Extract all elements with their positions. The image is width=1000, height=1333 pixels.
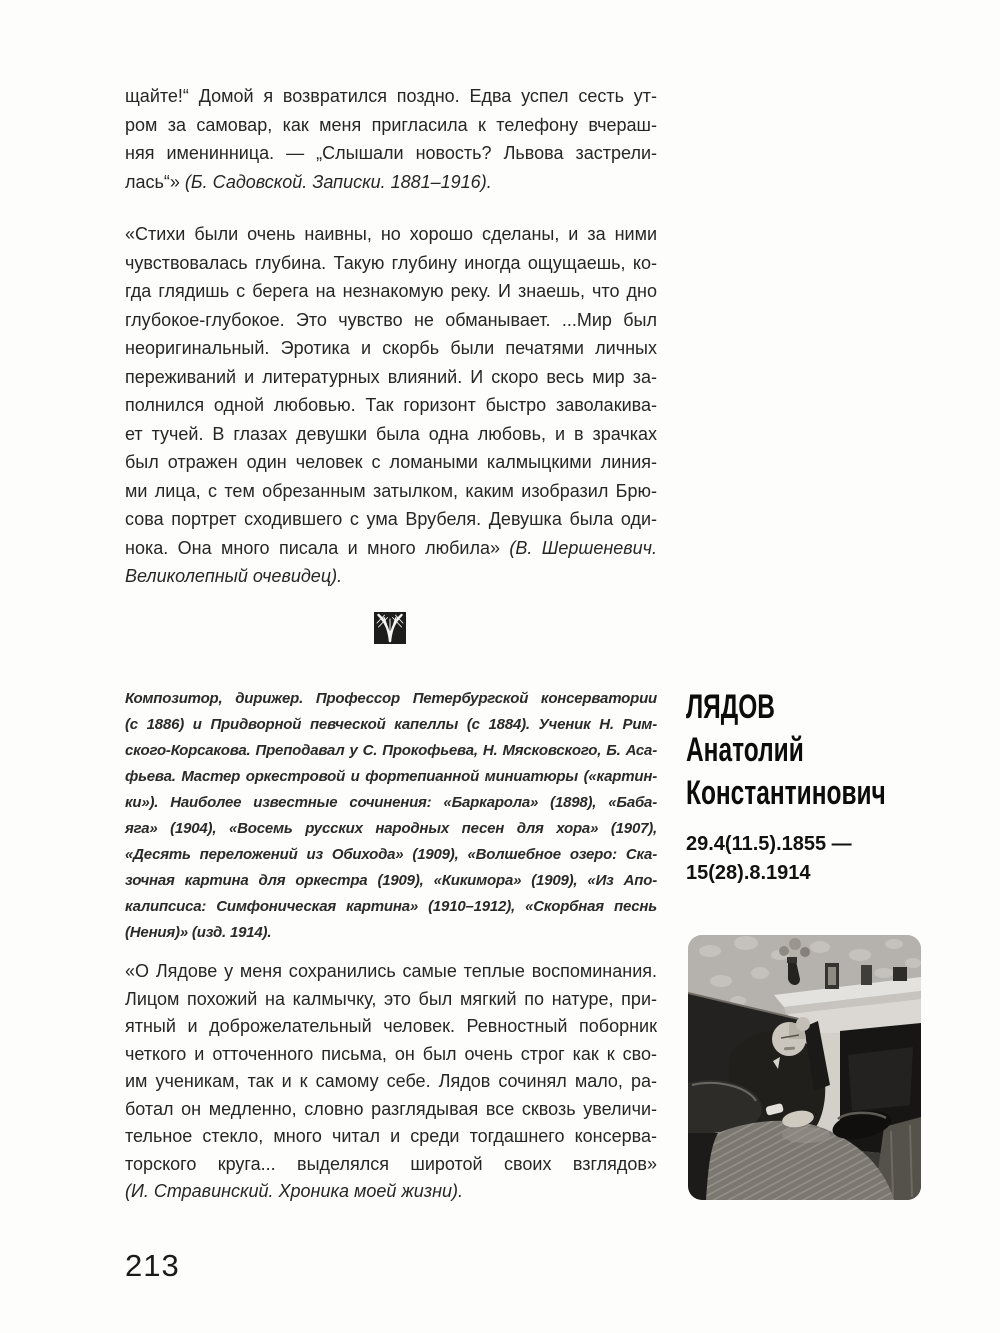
person-name-heading: ЛЯДОВ Анатолий Константинович: [686, 688, 886, 812]
quote-paragraph-shershenevich: «Стихи были очень наивны, но хорошо сделаны, и за ними чувствовалась глубина. Такую глубину иногда ощущаешь, ко- гда глядишь с берега на незнакомую реку. И знаешь, что дно глубокое-глубокое. Это чувство не обманывает. ...Мир был неоригинальный. Эротика и скорбь были печатями личных переживаний и литературных влияний. И скоро весь мир за- полнился одной любовью. Так горизонт быстро заволакива- ет тучей. В глазах девушки была одна любовь, и в зрачках был отражен один человек с ломаными калмыцкими линия- ми лица, с тем обрезанным затылком, каким изобразил Брю- сова портрет сходившего с ума Врубеля. Девушка была оди- нока. Она много писала и много любила» (В. Шершеневич. Великолепный очевидец).: [125, 224, 657, 586]
page-number: 213: [125, 1248, 180, 1283]
section-divider-fleuron-icon: [374, 612, 406, 644]
biography-paragraph: Композитор, дирижер. Профессор Петербургской консерватории (с 1886) и Придворной певческой капеллы (с 1884). Ученик Н. Рим- ского-Корсакова. Преподавал у С. Прокофьева, Н. Мясковского, Б. Аса- фьева. Мастер оркестровой и фортепианной миниатюры («картин- ки»). Наиболее известные сочинения: «Баркарола» (1898), «Баба- яга» (1904), «Восемь русских народных песен для хора» (1907), «Десять переложений из Обихода» (1909), «Волшебное озеро: Ска- зочная картина для оркестра (1909), «Кикимора» (1909), «Из Апо- калипсиса: Симфоническая картина» (1910–1912), «Скорбная песнь (Нения)» (изд. 1914).: [125, 690, 657, 941]
quote-paragraph-sadovskoy: щайте!“ Домой я возвратился поздно. Едва успел сесть ут- ром за самовар, как меня пригласила к телефону вчераш- няя именинница. — „Слышали новость? Львова застрели- лась“» (Б. Садовской. Записки. 1881–1916).: [125, 86, 657, 192]
lyadov-portrait-photo: [688, 935, 921, 1200]
quote-paragraph-stravinsky: «О Лядове у меня сохранились самые теплые воспоминания. Лицом похожий на калмычку, это был мягкий по натуре, при- ятный и доброжелательный человек. Ревностный поборник четкого и отточенного письма, он был очень строг как к сво- им ученикам, так и к самому себе. Лядов сочинял мало, ра- ботал он медленно, словно разглядывая все сквозь увеличи- тельное стекло, много читал и среди тогдашнего консерва- торского круга... выделялся широтой своих взглядов» (И. Стравинский. Хроника моей жизни).: [125, 961, 657, 1201]
life-dates: 29.4(11.5).1855 — 15(28).8.1914: [686, 833, 852, 884]
